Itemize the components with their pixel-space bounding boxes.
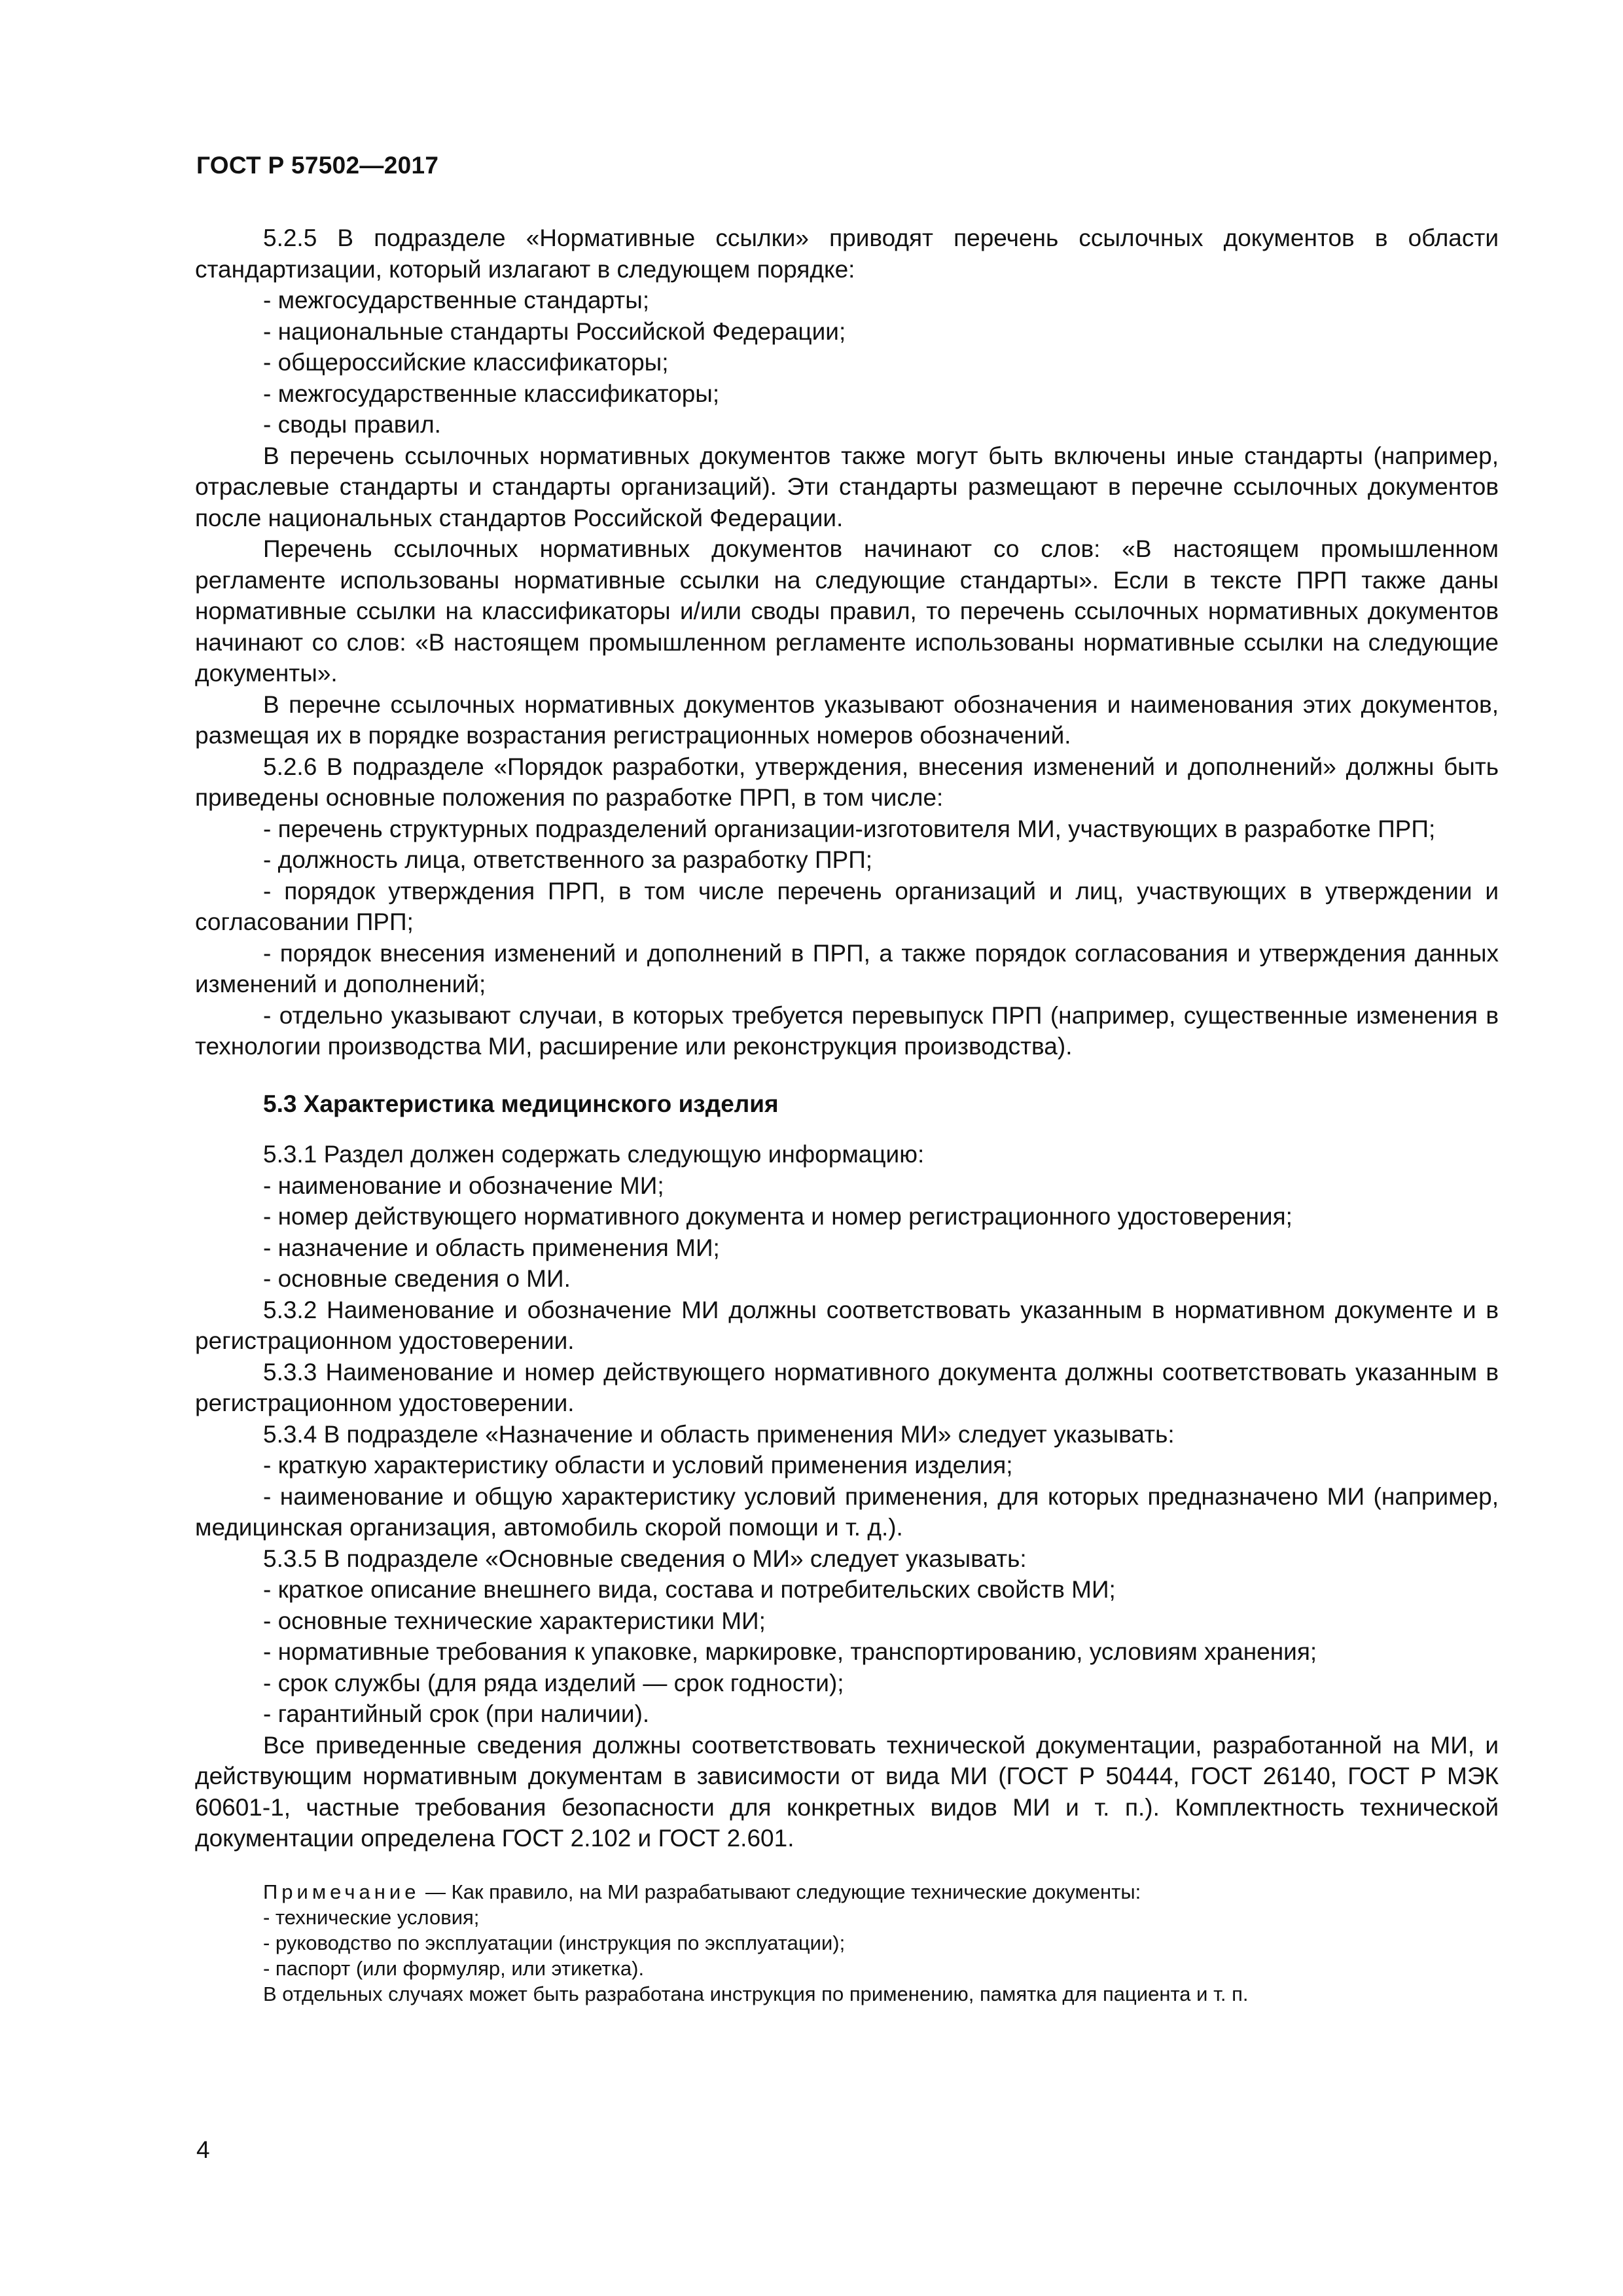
paragraph-5-3-2: 5.3.2 Наименование и обозначение МИ должны соответствовать указанным в нормативном документе и в регистрационном удостоверении. (195, 1296, 1499, 1354)
paragraph-5-3-3: 5.3.3 Наименование и номер действующего нормативного документа должны соответствовать указанным в регистрационном удостоверении. (195, 1358, 1499, 1416)
list-item: - перечень структурных подразделений организации-изготовителя МИ, участвующих в разработке ПРП; (263, 815, 1436, 842)
list-item: - порядок внесения изменений и дополнений в ПРП, а также порядок согласования и утверждения данных изменений и дополнений; (195, 939, 1499, 997)
list-item: - наименование и обозначение МИ; (263, 1172, 664, 1199)
list-item: - назначение и область применения МИ; (263, 1234, 720, 1261)
list-item: - общероссийские классификаторы; (263, 349, 669, 376)
note-last: В отдельных случаях может быть разработана инструкция по применению, памятка для пациента и т. п. (263, 1982, 1249, 2005)
paragraph-5-3-1: 5.3.1 Раздел должен содержать следующую информацию: (263, 1141, 925, 1168)
list-item: - основные технические характеристики МИ; (263, 1607, 766, 1634)
list-item: - межгосударственные стандарты; (263, 287, 650, 314)
note-item: - руководство по эксплуатации (инструкция по эксплуатации); (263, 1931, 846, 1954)
document-body (195, 223, 1499, 2007)
list-item: - срок службы (для ряда изделий — срок годности); (263, 1669, 844, 1696)
paragraph-5-3-4: 5.3.4 В подразделе «Назначение и область применения МИ» следует указывать: (263, 1420, 1175, 1448)
list-item: - отдельно указывают случаи, в которых требуется перевыпуск ПРП (например, существенные изменения в технологии производства МИ, расширение или реконструкция производства). (195, 1001, 1499, 1060)
list-item: - гарантийный срок (при наличии). (263, 1700, 650, 1727)
list-item: - должность лица, ответственного за разработку ПРП; (263, 846, 873, 873)
document-header: ГОСТ Р 57502—2017 (196, 152, 439, 179)
note-label: Примечание (263, 1880, 420, 1903)
section-title-5-3: 5.3 Характеристика медицинского изделия (263, 1090, 779, 1117)
paragraph-5-2-6: 5.2.6 В подразделе «Порядок разработки, утверждения, внесения изменений и дополнений» должны быть приведены основные положения по разработке ПРП, в том числе: (195, 753, 1499, 811)
note-item: - паспорт (или формуляр, или этикетка). (263, 1956, 645, 1980)
note-block (195, 1879, 1499, 2007)
list-item: - своды правил. (263, 411, 441, 438)
list-item: - номер действующего нормативного документа и номер регистрационного удостоверения; (263, 1203, 1293, 1230)
note-text: — Как правило, на МИ разрабатывают следующие технические документы: (419, 1880, 1141, 1903)
list-item: - краткую характеристику области и условий применения изделия; (263, 1452, 1013, 1479)
paragraph: Перечень ссылочных нормативных документов начинают со слов: «В настоящем промышленном регламенте использованы нормативные ссылки на следующие стандарты». Если в тексте ПРП также даны нормативные ссылки на классификаторы и/или своды правил, то перечень ссылочных нормативных документов начинают со слов: «В настоящем промышленном регламенте использованы нормативные ссылки на следующие документы». (195, 535, 1499, 687)
note-intro (263, 1879, 1499, 1905)
list-item: - основные сведения о МИ. (263, 1265, 571, 1292)
list-item: - нормативные требования к упаковке, маркировке, транспортированию, условиям хранения; (263, 1638, 1317, 1665)
list-item: - межгосударственные классификаторы; (263, 380, 720, 407)
paragraph: В перечень ссылочных нормативных документов также могут быть включены иные стандарты (например, отраслевые стандарты и стандарты организаций). Эти стандарты размещают в перечне ссылочных документов после национальных стандартов Российской Федерации. (195, 442, 1499, 531)
paragraph-5-3-5: 5.3.5 В подразделе «Основные сведения о МИ» следует указывать: (263, 1545, 1027, 1572)
note-item: - технические условия; (263, 1905, 480, 1929)
paragraph: В перечне ссылочных нормативных документов указывают обозначения и наименования этих документов, размещая их в порядке возрастания регистрационных номеров обозначений. (195, 691, 1499, 749)
paragraph-final: Все приведенные сведения должны соответствовать технической документации, разработанной на МИ, и действующим нормативным документам в зависимости от вида МИ (ГОСТ Р 50444, ГОСТ 26140, ГОСТ Р МЭК 60601-1, частные требования безопасности для конкретных видов МИ и т. п.). Комплектность технической документации определена ГОСТ 2.102 и ГОСТ 2.601. (195, 1731, 1499, 1852)
list-item: - наименование и общую характеристику условий применения, для которых предназначено МИ (например, медицинская организация, автомобиль скорой помощи и т. д.). (195, 1482, 1499, 1541)
list-item: - краткое описание внешнего вида, состава и потребительских свойств МИ; (263, 1576, 1116, 1603)
paragraph-5-2-5: 5.2.5 В подразделе «Нормативные ссылки» приводят перечень ссылочных документов в области стандартизации, который излагают в следующем порядке: (195, 224, 1499, 283)
list-item: - национальные стандарты Российской Федерации; (263, 317, 846, 345)
page-number: 4 (196, 2136, 210, 2163)
list-item: - порядок утверждения ПРП, в том числе перечень организаций и лиц, участвующих в утверждении и согласовании ПРП; (195, 877, 1499, 935)
